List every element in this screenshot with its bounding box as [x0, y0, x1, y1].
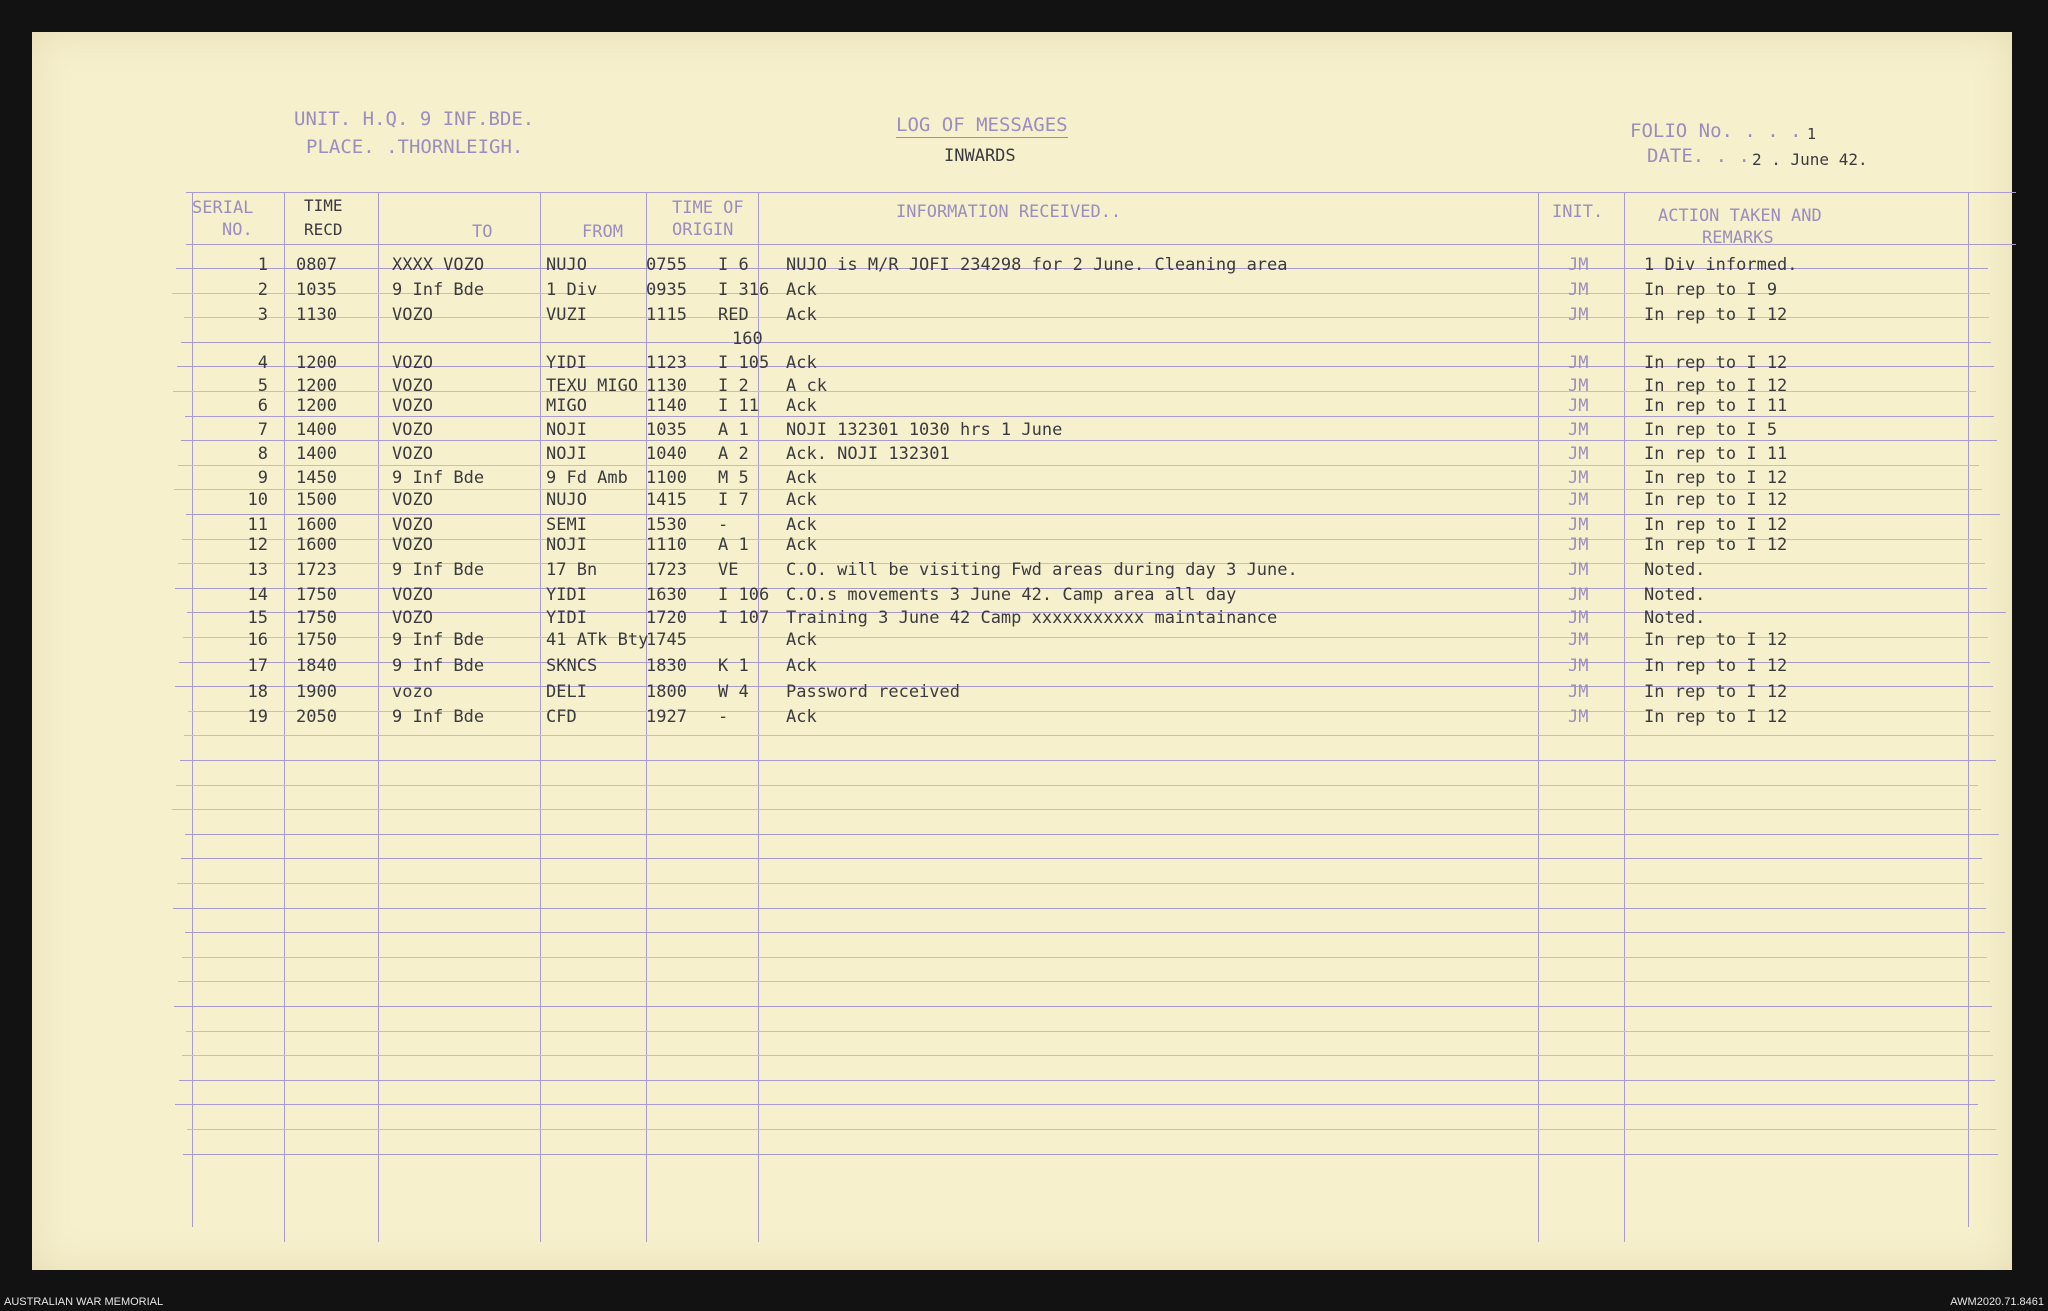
cell-origin-ref: A 1 — [718, 535, 749, 555]
cell-origin-time: 0755 — [646, 255, 687, 275]
cell-serial: 3 — [257, 305, 268, 325]
cell-origin-ref: A 2 — [718, 444, 749, 464]
column-divider — [540, 192, 541, 1242]
cell-action: In rep to I 12 — [1644, 468, 1788, 488]
cell-origin-time: 1115 — [646, 305, 687, 325]
cell-origin-ref: I 316 — [718, 280, 770, 300]
cell-to: VOZO — [392, 608, 433, 628]
folio-value: 1 — [1807, 125, 1817, 143]
cell-action: In rep to I 12 — [1644, 305, 1788, 325]
cell-time-recd: 1400 — [296, 444, 337, 464]
cell-serial: 19 — [247, 707, 268, 727]
cell-to: 9 Inf Bde — [392, 280, 485, 300]
cell-time-recd: 1840 — [296, 656, 337, 676]
header-top-rule — [186, 192, 2016, 193]
cell-to: VOZO — [392, 515, 433, 535]
cell-serial: 2 — [257, 280, 268, 300]
cell-init: JM — [1568, 353, 1589, 373]
header-serial-2: NO. — [222, 220, 253, 240]
cell-origin-ref: I 6 — [718, 255, 749, 275]
cell-to: 9 Inf Bde — [392, 560, 485, 580]
cell-init: JM — [1568, 608, 1589, 628]
cell-init: JM — [1568, 305, 1589, 325]
cell-origin-ref: I 11 — [718, 396, 759, 416]
cell-init: JM — [1568, 376, 1589, 396]
date-label: DATE. . . — [1647, 145, 1750, 167]
cell-time-recd: 1200 — [296, 396, 337, 416]
column-divider — [192, 192, 193, 1227]
place-line: PLACE. .THORNLEIGH. — [306, 136, 524, 158]
cell-time-recd: 1900 — [296, 682, 337, 702]
cell-from: 17 Bn — [546, 560, 598, 580]
cell-origin-time: 1630 — [646, 585, 687, 605]
cell-serial: 18 — [247, 682, 268, 702]
cell-origin-ref: K 1 — [718, 656, 749, 676]
header-information: INFORMATION RECEIVED.. — [896, 202, 1122, 222]
cell-init: JM — [1568, 490, 1589, 510]
cell-origin-ref: I 107 — [718, 608, 770, 628]
ruled-line — [181, 440, 1996, 441]
cell-time-recd: 1130 — [296, 305, 337, 325]
column-divider — [758, 192, 759, 1242]
cell-origin-time: 1830 — [646, 656, 687, 676]
ruled-line — [181, 342, 1992, 343]
ruled-line — [175, 1104, 1978, 1105]
cell-from: NUJO — [546, 255, 587, 275]
cell-action: Noted. — [1644, 585, 1706, 605]
cell-init: JM — [1568, 280, 1589, 300]
cell-time-recd: 1600 — [296, 535, 337, 555]
cell-action: In rep to I 11 — [1644, 444, 1788, 464]
ruled-line — [178, 465, 1980, 466]
cell-time-recd: 1035 — [296, 280, 337, 300]
cell-to: VOZO — [392, 376, 433, 396]
header-time-2: RECD — [304, 220, 343, 239]
cell-time-recd: 1500 — [296, 490, 337, 510]
cell-information: Password received — [786, 682, 960, 702]
cell-serial: 1 — [257, 255, 268, 275]
header-to: TO — [472, 222, 493, 242]
cell-init: JM — [1568, 420, 1589, 440]
cell-to: 9 Inf Bde — [392, 707, 485, 727]
archive-reference: AWM2020.71.8461 — [1950, 1296, 2044, 1308]
cell-from: NOJI — [546, 535, 587, 555]
ruled-line — [177, 883, 1984, 884]
cell-origin-time: 0935 — [646, 280, 687, 300]
cell-from: SEMI — [546, 515, 587, 535]
cell-to: VOZO — [392, 444, 433, 464]
cell-action: In rep to I 12 — [1644, 515, 1788, 535]
ruled-line — [185, 416, 1994, 417]
cell-origin-time: 1800 — [646, 682, 687, 702]
cell-time-recd: 1450 — [296, 468, 337, 488]
cell-time-recd: 1200 — [296, 376, 337, 396]
cell-origin-time: 1530 — [646, 515, 687, 535]
cell-information: C.O. will be visiting Fwd areas during day 3 June. — [786, 560, 1298, 580]
cell-init: JM — [1568, 656, 1589, 676]
cell-action: In rep to I 12 — [1644, 376, 1788, 396]
cell-init: JM — [1568, 396, 1589, 416]
cell-from: YIDI — [546, 608, 587, 628]
cell-init: JM — [1568, 535, 1589, 555]
cell-origin-time: 1415 — [646, 490, 687, 510]
cell-from: NOJI — [546, 444, 587, 464]
header-init: INIT. — [1552, 202, 1604, 222]
cell-action: 1 Div informed. — [1644, 255, 1798, 275]
ruled-line — [182, 1055, 1992, 1056]
cell-information: Ack — [786, 280, 817, 300]
cell-serial: 16 — [247, 630, 268, 650]
header-origin-1: TIME OF — [672, 198, 744, 218]
cell-from: VUZI — [546, 305, 587, 325]
cell-origin-time: 1140 — [646, 396, 687, 416]
cell-origin-ref: M 5 — [718, 468, 749, 488]
column-divider — [1538, 192, 1539, 1242]
cell-information: NUJO is M/R JOFI 234298 for 2 June. Cleaning area — [786, 255, 1288, 275]
cell-information: Ack — [786, 396, 817, 416]
cell-to: 9 Inf Bde — [392, 468, 485, 488]
cell-to: VOZO — [392, 535, 433, 555]
cell-from: NUJO — [546, 490, 587, 510]
cell-action: In rep to I 12 — [1644, 490, 1788, 510]
cell-action: In rep to I 11 — [1644, 396, 1788, 416]
document-subtitle: INWARDS — [944, 146, 1016, 166]
cell-serial: 14 — [247, 585, 268, 605]
cell-to: vozo — [392, 682, 433, 702]
cell-time-recd: 1723 — [296, 560, 337, 580]
cell-origin-ref: I 2 — [718, 376, 749, 396]
ruled-line — [176, 785, 1978, 786]
column-divider — [284, 192, 285, 1242]
cell-to: VOZO — [392, 396, 433, 416]
cell-information: A ck — [786, 376, 827, 396]
ruled-line — [181, 858, 1982, 859]
cell-from: 41 ATk Bty — [546, 630, 649, 650]
cell-init: JM — [1568, 255, 1589, 275]
cell-init: JM — [1568, 707, 1589, 727]
cell-origin-time: 1040 — [646, 444, 687, 464]
header-from: FROM — [582, 222, 623, 242]
cell-serial: 13 — [247, 560, 268, 580]
cell-to: 9 Inf Bde — [392, 630, 485, 650]
cell-action: In rep to I 5 — [1644, 420, 1778, 440]
cell-time-recd: 1600 — [296, 515, 337, 535]
cell-origin-time: 1035 — [646, 420, 687, 440]
cell-action: In rep to I 9 — [1644, 280, 1778, 300]
cell-origin-ref: - — [718, 515, 729, 535]
ruled-line — [185, 932, 2004, 933]
header-action-2: REMARKS — [1702, 228, 1774, 248]
cell-from: 9 Fd Amb — [546, 468, 628, 488]
cell-origin-ref: RED — [718, 305, 749, 325]
cell-information: Ack — [786, 490, 817, 510]
cell-init: JM — [1568, 468, 1589, 488]
ruled-line — [174, 1006, 1992, 1007]
cell-information: NOJI 132301 1030 hrs 1 June — [786, 420, 1063, 440]
cell-from: YIDI — [546, 585, 587, 605]
cell-from: MIGO — [546, 396, 587, 416]
cell-action: Noted. — [1644, 560, 1706, 580]
cell-information: Ack — [786, 656, 817, 676]
cell-origin-ref: W 4 — [718, 682, 749, 702]
cell-from: CFD — [546, 707, 577, 727]
cell-serial: 8 — [257, 444, 268, 464]
cell-serial: 5 — [257, 376, 268, 396]
cell-time-recd: 1750 — [296, 608, 337, 628]
ruled-line — [173, 908, 1986, 909]
cell-action: In rep to I 12 — [1644, 630, 1788, 650]
cell-to: VOZO — [392, 305, 433, 325]
cell-information: Ack — [786, 707, 817, 727]
cell-to: XXXX VOZO — [392, 255, 485, 275]
cell-action: In rep to I 12 — [1644, 656, 1788, 676]
cell-to: VOZO — [392, 353, 433, 373]
cell-serial: 4 — [257, 353, 268, 373]
cell-serial: 7 — [257, 420, 268, 440]
cell-time-recd: 0807 — [296, 255, 337, 275]
cell-information: Ack — [786, 515, 817, 535]
header-serial-1: SERIAL — [192, 198, 254, 218]
cell-time-recd: 2050 — [296, 707, 337, 727]
document-title: LOG OF MESSAGES — [896, 114, 1068, 136]
ruled-line — [172, 809, 1980, 810]
cell-init: JM — [1568, 682, 1589, 702]
cell-init: JM — [1568, 630, 1589, 650]
cell-action: In rep to I 12 — [1644, 707, 1788, 727]
cell-time-recd: 1200 — [296, 353, 337, 373]
cell-serial: 12 — [247, 535, 268, 555]
cell-information: Ack — [786, 353, 817, 373]
cell-time-recd: 1400 — [296, 420, 337, 440]
ruled-line — [185, 834, 2000, 835]
cell-to: 9 Inf Bde — [392, 656, 485, 676]
cell-from: SKNCS — [546, 656, 598, 676]
cell-to: VOZO — [392, 585, 433, 605]
cell-serial: 15 — [247, 608, 268, 628]
cell-information: Ack — [786, 468, 817, 488]
cell-origin-time: 1927 — [646, 707, 687, 727]
cell-information: Ack. NOJI 132301 — [786, 444, 950, 464]
cell-origin-time: 1100 — [646, 468, 687, 488]
cell-action: In rep to I 12 — [1644, 682, 1788, 702]
cell-time-recd: 1750 — [296, 630, 337, 650]
cell-serial: 10 — [247, 490, 268, 510]
ruled-line — [182, 957, 1988, 958]
cell-information: Ack — [786, 535, 817, 555]
cell-origin-ref: I 105 — [718, 353, 770, 373]
cell-origin-ref: I 106 — [718, 585, 770, 605]
ruled-line — [187, 1129, 1996, 1130]
cell-init: JM — [1568, 585, 1589, 605]
ruled-line — [179, 1080, 1996, 1081]
cell-serial: 17 — [247, 656, 268, 676]
cell-init: JM — [1568, 444, 1589, 464]
cell-information: Ack — [786, 630, 817, 650]
header-time-1: TIME — [304, 196, 343, 215]
cell-action: Noted. — [1644, 608, 1706, 628]
cell-serial: 11 — [247, 515, 268, 535]
cell-serial: 9 — [257, 468, 268, 488]
cell-origin-time: 1123 — [646, 353, 687, 373]
cell-from: 1 Div — [546, 280, 598, 300]
unit-line: UNIT. H.Q. 9 INF.BDE. — [294, 108, 535, 130]
ruled-line — [184, 735, 1994, 736]
cell-action: In rep to I 12 — [1644, 535, 1788, 555]
cell-origin-time: 1720 — [646, 608, 687, 628]
cell-from: YIDI — [546, 353, 587, 373]
cell-time-recd: 1750 — [296, 585, 337, 605]
log-sheet — [32, 32, 2012, 1270]
cell-information: Training 3 June 42 Camp xxxxxxxxxxx maintainance — [786, 608, 1278, 628]
folio-label: FOLIO No. . . . — [1630, 120, 1802, 142]
cell-origin-ref: A 1 — [718, 420, 749, 440]
cell-init: JM — [1568, 560, 1589, 580]
header-action-1: ACTION TAKEN AND — [1658, 206, 1822, 226]
cell-origin-ref: - — [718, 707, 729, 727]
cell-information: C.O.s movements 3 June 42. Camp area all day — [786, 585, 1237, 605]
ruled-line — [183, 1154, 1998, 1155]
ruled-line — [186, 1031, 1990, 1032]
date-value: 2 . June 42. — [1752, 150, 1868, 169]
cell-init: JM — [1568, 515, 1589, 535]
cell-serial: 6 — [257, 396, 268, 416]
column-divider — [378, 192, 379, 1242]
cell-origin-ref: VE — [718, 560, 739, 580]
archive-credit: AUSTRALIAN WAR MEMORIAL — [4, 1296, 164, 1308]
cell-from: NOJI — [546, 420, 587, 440]
ruled-line — [180, 760, 1996, 761]
cell-origin-time: 1130 — [646, 376, 687, 396]
cell-to: VOZO — [392, 490, 433, 510]
cell-to: VOZO — [392, 420, 433, 440]
cell-origin-time: 1745 — [646, 630, 687, 650]
column-divider — [1968, 192, 1969, 1227]
cell-origin-ref: I 7 — [718, 490, 749, 510]
cell-from: TEXU MIGO — [546, 376, 639, 396]
header-origin-2: ORIGIN — [672, 220, 734, 240]
column-divider — [1624, 192, 1625, 1242]
cell-origin-ref-continued: 160 — [732, 329, 763, 349]
cell-information: Ack — [786, 305, 817, 325]
ruled-line — [178, 981, 1990, 982]
cell-origin-time: 1723 — [646, 560, 687, 580]
cell-action: In rep to I 12 — [1644, 353, 1788, 373]
cell-origin-time: 1110 — [646, 535, 687, 555]
cell-from: DELI — [546, 682, 587, 702]
